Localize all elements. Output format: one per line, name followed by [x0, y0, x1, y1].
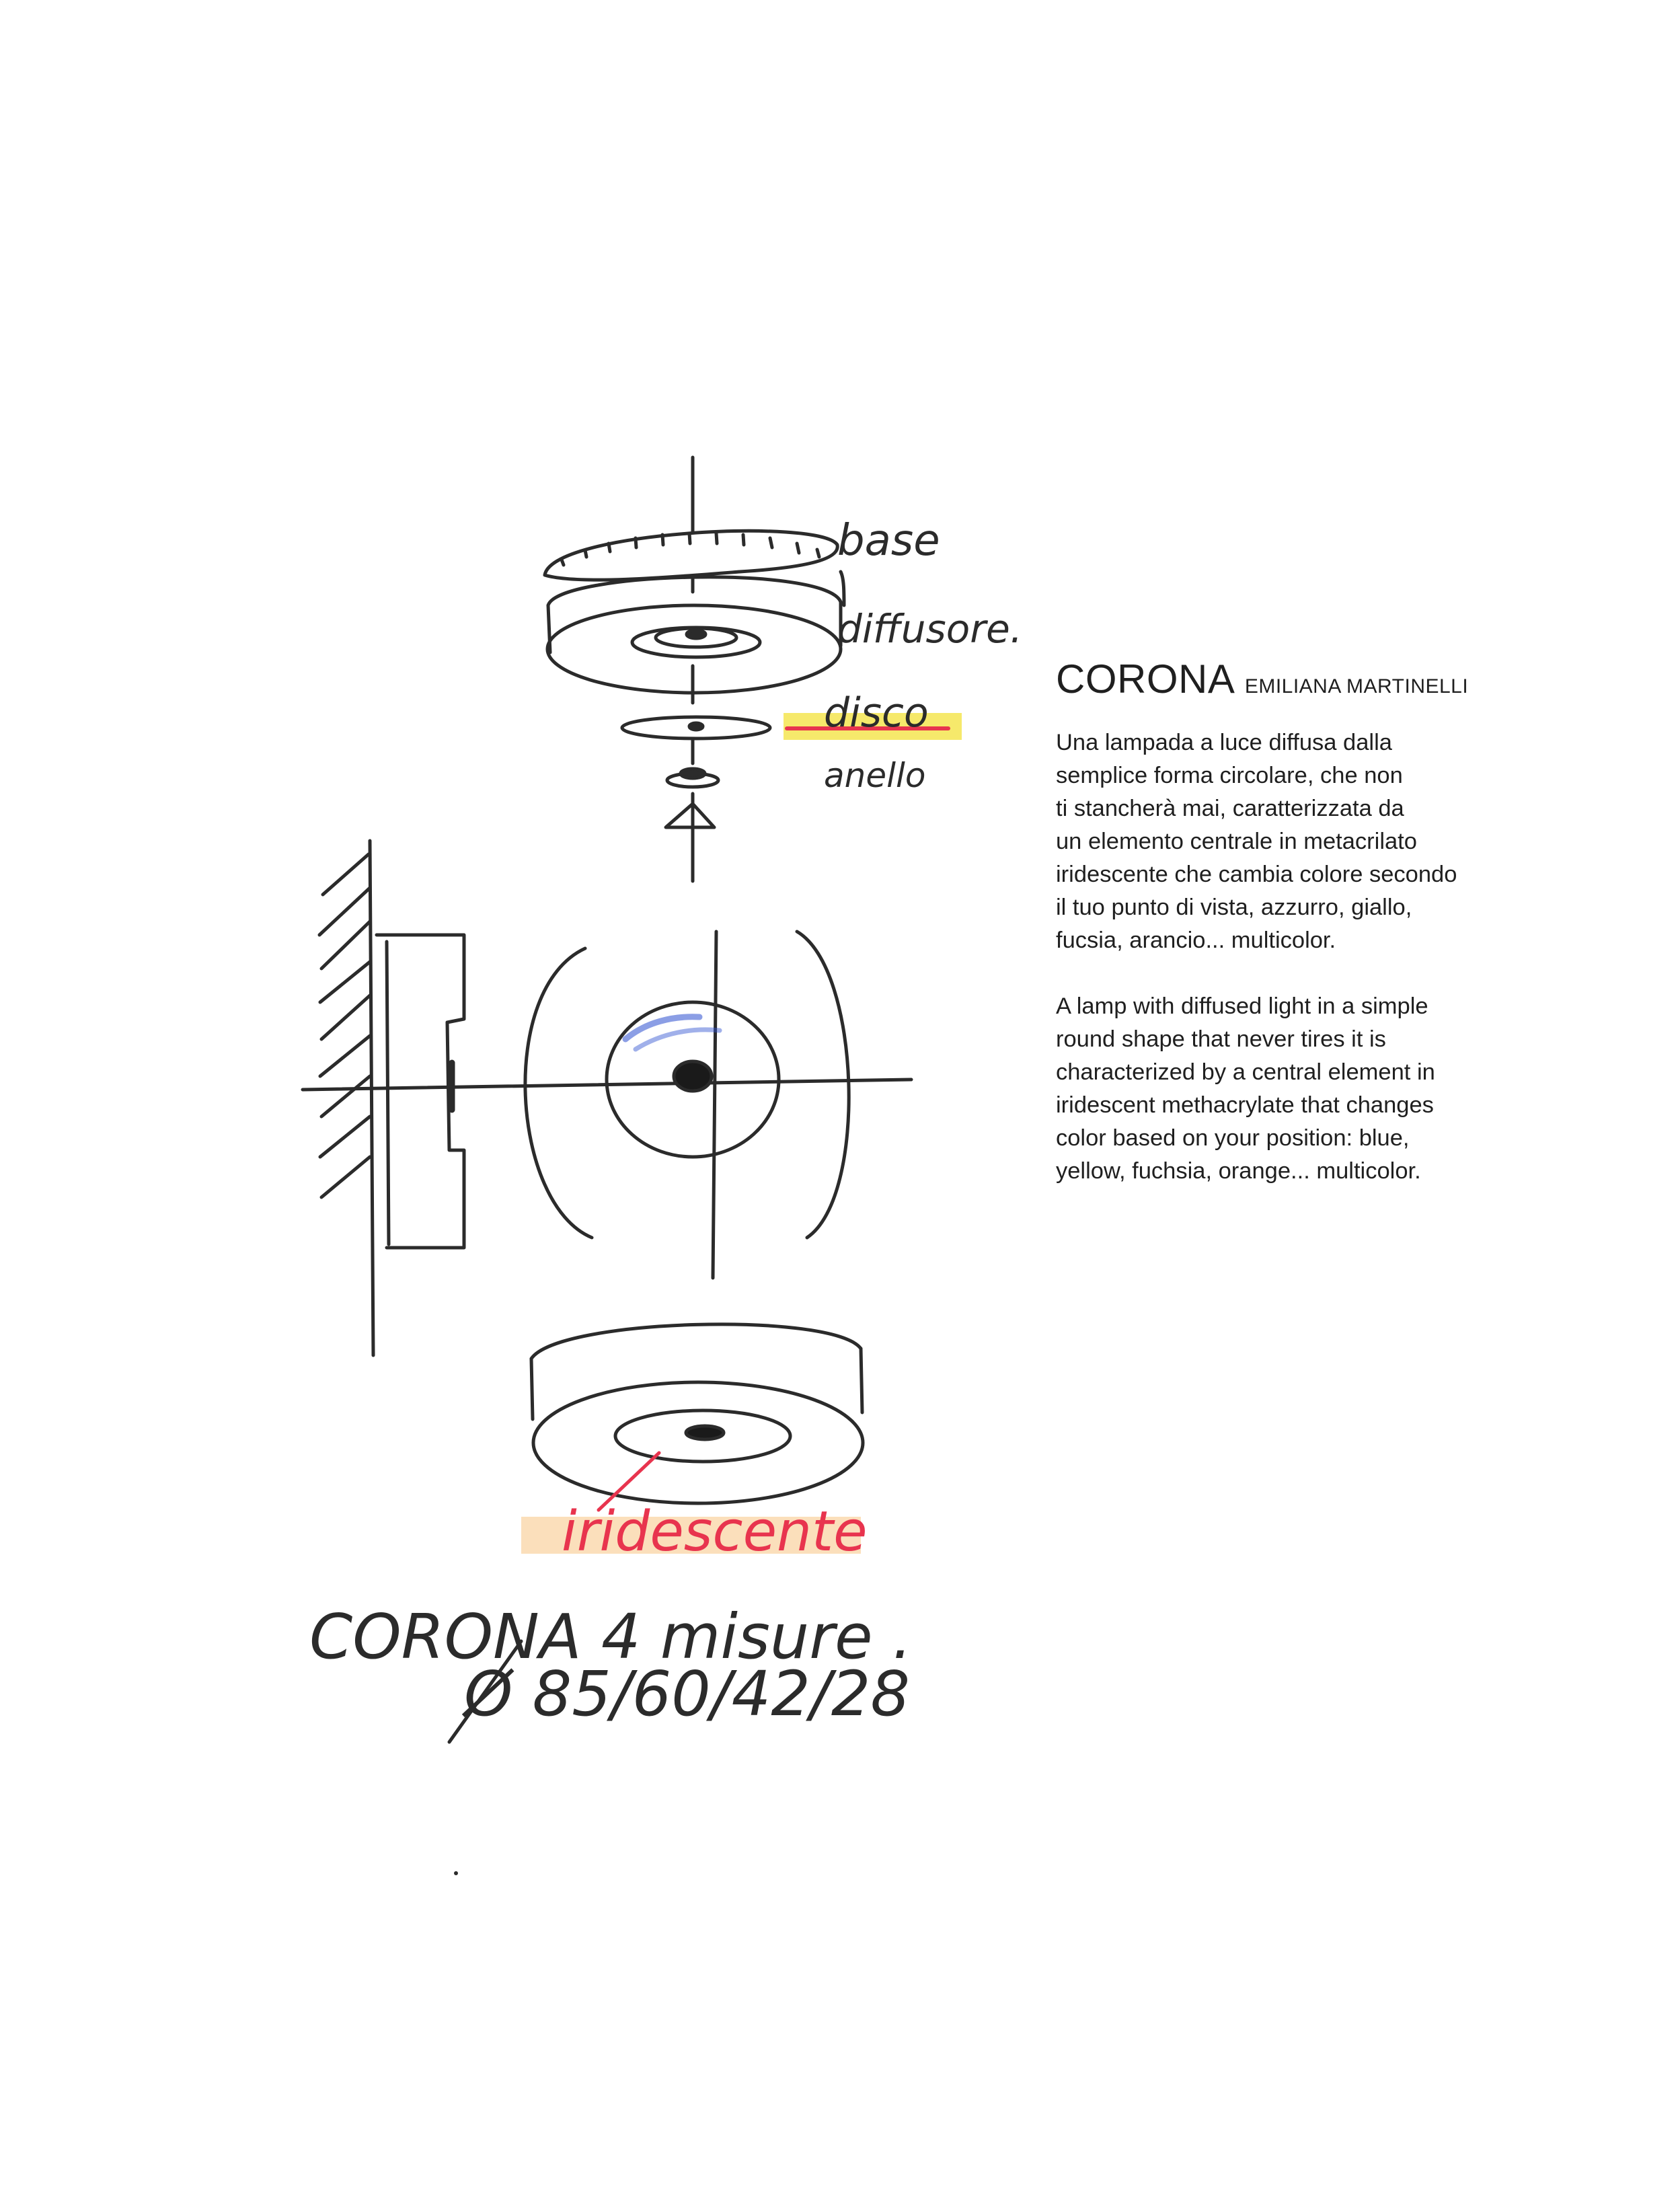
- base-holes: [562, 533, 819, 565]
- label-anello: anello: [824, 756, 926, 795]
- measures-title: CORONA 4 misure .: [309, 1601, 913, 1673]
- front-view: [303, 932, 911, 1278]
- label-disco: disco: [824, 689, 929, 737]
- label-base: base: [837, 516, 940, 566]
- description-english: A lamp with diffused light in a simple round shape that never tires it is characterized by a central element in iridescent methacrylate that changes color based on your position: blue, yellow, fuchsia, orange... multicolor.: [1056, 993, 1435, 1184]
- perspective-view: [521, 1324, 868, 1564]
- side-view: [319, 841, 464, 1355]
- title-line: [1056, 656, 1567, 702]
- description-italian: Una lampada a luce diffusa dalla semplice forma circolare, che non ti stancherà mai, caratterizzata da un elemento centrale in metacrilato iridescente che cambia colore secondo il tuo punto di vista, azzurro, giallo, fucsia, arancio... multicolor.: [1056, 730, 1457, 953]
- product-text: [1056, 656, 1567, 1221]
- measures-note: [309, 1601, 912, 1742]
- label-diffusore: diffusore.: [837, 606, 1023, 652]
- product-title: CORONA: [1056, 656, 1235, 702]
- label-iridescente: iridescente: [562, 1500, 868, 1564]
- measures-values: Ø 85/60/42/28: [464, 1658, 910, 1730]
- exploded-view: [545, 457, 841, 881]
- designer-name: EMILIANA MARTINELLI: [1244, 675, 1469, 697]
